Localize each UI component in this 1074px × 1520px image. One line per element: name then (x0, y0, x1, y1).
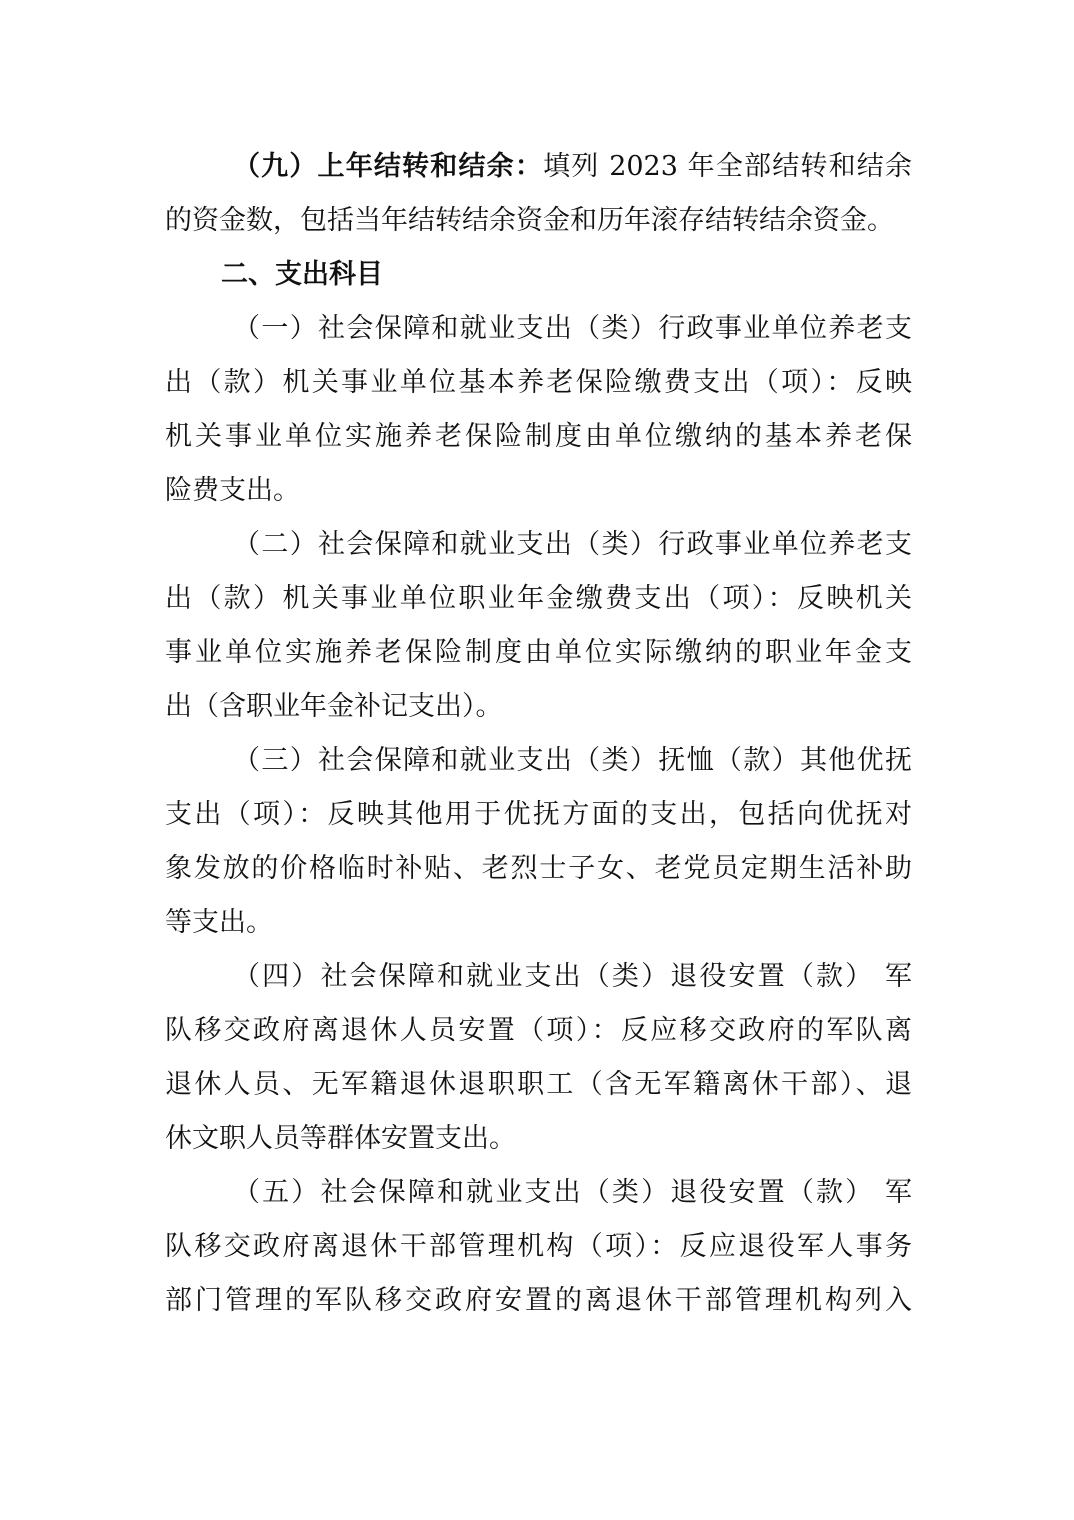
line-text: （五）社会保障和就业支出（类）退役安置（款） 军 (233, 1177, 912, 1208)
line-text: 出（款）机关事业单位职业年金缴费支出（项）：反映机关 (165, 583, 912, 614)
line-text: 退休人员、无军籍退休退职职工（含无军籍离休干部）、退 (165, 1069, 912, 1100)
line-text: 队移交政府离退休干部管理机构（项）：反应退役军人事务 (165, 1231, 912, 1262)
paragraph-line (165, 1004, 912, 1058)
line-text: 部门管理的军队移交政府安置的离退休干部管理机构列入 (165, 1285, 912, 1316)
line-text: 休文职人员等群体安置支出。 (165, 1123, 516, 1154)
line-text: 的资金数，包括当年结转结余资金和历年滚存结转结余资金。 (165, 205, 894, 236)
paragraph-line (165, 788, 912, 842)
paragraph-line (165, 518, 912, 572)
paragraph-line (165, 1112, 912, 1166)
line-text: 等支出。 (165, 907, 273, 938)
paragraph-line (165, 1058, 912, 1112)
line-text: 填列 2023 年全部结转和结余 (543, 151, 912, 182)
paragraph-line (165, 464, 912, 518)
line-text: 象发放的价格临时补贴、老烈士子女、老党员定期生活补助 (165, 853, 912, 884)
line-text: 队移交政府离退休人员安置（项）：反应移交政府的军队离 (165, 1015, 912, 1046)
line-text: 险费支出。 (165, 475, 300, 506)
document-body (165, 140, 912, 1328)
line-text: 出（款）机关事业单位基本养老保险缴费支出（项）：反映 (165, 367, 912, 398)
bold-lead-text: （九）上年结转和结余： (233, 151, 544, 182)
paragraph-line (165, 140, 912, 194)
line-text: 机关事业单位实施养老保险制度由单位缴纳的基本养老保 (165, 421, 912, 452)
paragraph-line (165, 896, 912, 950)
paragraph-line (165, 950, 912, 1004)
line-text: 出（含职业年金补记支出）。 (165, 691, 503, 722)
section-heading (165, 248, 912, 302)
paragraph-line (165, 680, 912, 734)
line-text: 支出（项）：反映其他用于优抚方面的支出，包括向优抚对 (165, 799, 912, 830)
line-text: （四）社会保障和就业支出（类）退役安置（款） 军 (233, 961, 912, 992)
line-text: （二）社会保障和就业支出（类）行政事业单位养老支 (233, 529, 912, 560)
paragraph-line (165, 734, 912, 788)
paragraph-line (165, 572, 912, 626)
paragraph-line (165, 1166, 912, 1220)
line-text: （一）社会保障和就业支出（类）行政事业单位养老支 (233, 313, 912, 344)
paragraph-line (165, 410, 912, 464)
paragraph-line (165, 626, 912, 680)
line-text: （三）社会保障和就业支出（类）抚恤（款）其他优抚 (233, 745, 912, 776)
line-text: 二、支出科目 (221, 259, 383, 290)
paragraph-line (165, 1274, 912, 1328)
paragraph-line (165, 356, 912, 410)
paragraph-line (165, 302, 912, 356)
paragraph-line (165, 1220, 912, 1274)
line-text: 事业单位实施养老保险制度由单位实际缴纳的职业年金支 (165, 637, 912, 668)
paragraph-line (165, 842, 912, 896)
paragraph-line (165, 194, 912, 248)
